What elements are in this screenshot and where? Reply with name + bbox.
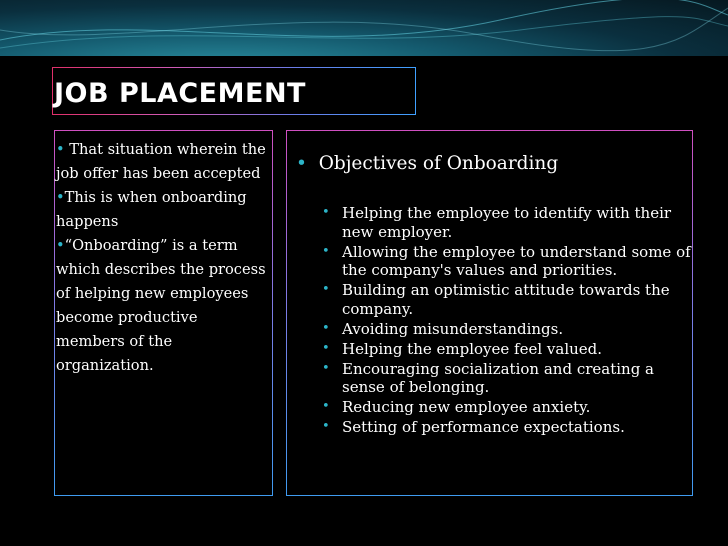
bullet-icon: • (322, 282, 330, 297)
list-item: • Setting of performance expectations. (322, 418, 625, 436)
list-item: • Helping the employee feel valued. (322, 339, 603, 358)
list-item: • Helping the employee to identify with their new employer. (322, 204, 672, 241)
list-item: • Allowing the employee to understand some of the company's values and priorities. (322, 242, 691, 279)
wave-lines-decoration (0, 0, 728, 56)
bullet-icon: • (322, 399, 330, 414)
bullet-icon: • (322, 320, 330, 336)
left-paragraph: •“Onboarding” is a term which describes the process of helping new employees become productive members of the organization. (56, 237, 266, 374)
bullet-icon: • (322, 205, 330, 220)
bullet-icon: • (56, 141, 65, 158)
bullet-icon: • (322, 340, 330, 356)
objectives-heading: • Objectives of Onboarding (296, 153, 559, 174)
left-paragraph: •This is when onboarding happens (56, 189, 247, 230)
objectives-list (322, 204, 692, 438)
bullet-icon: • (322, 243, 330, 259)
decorative-header-band (0, 0, 728, 56)
bullet-icon: • (56, 189, 65, 206)
bullet-icon: • (56, 237, 65, 254)
bullet-icon: • (296, 153, 307, 174)
list-item: • Reducing new employee anxiety. (322, 398, 591, 416)
bullet-icon: • (322, 419, 330, 434)
list-item: • Building an optimistic attitude towards the company. (322, 281, 670, 318)
list-item: • Encouraging socialization and creating a sense of belonging. (322, 359, 655, 396)
bullet-icon: • (322, 360, 330, 376)
left-content (56, 138, 270, 378)
slide-title: JOB PLACEMENT (54, 78, 306, 109)
list-item: • Avoiding misunderstandings. (322, 319, 564, 338)
left-paragraph: • That situation wherein the job offer has been accepted (56, 141, 266, 182)
